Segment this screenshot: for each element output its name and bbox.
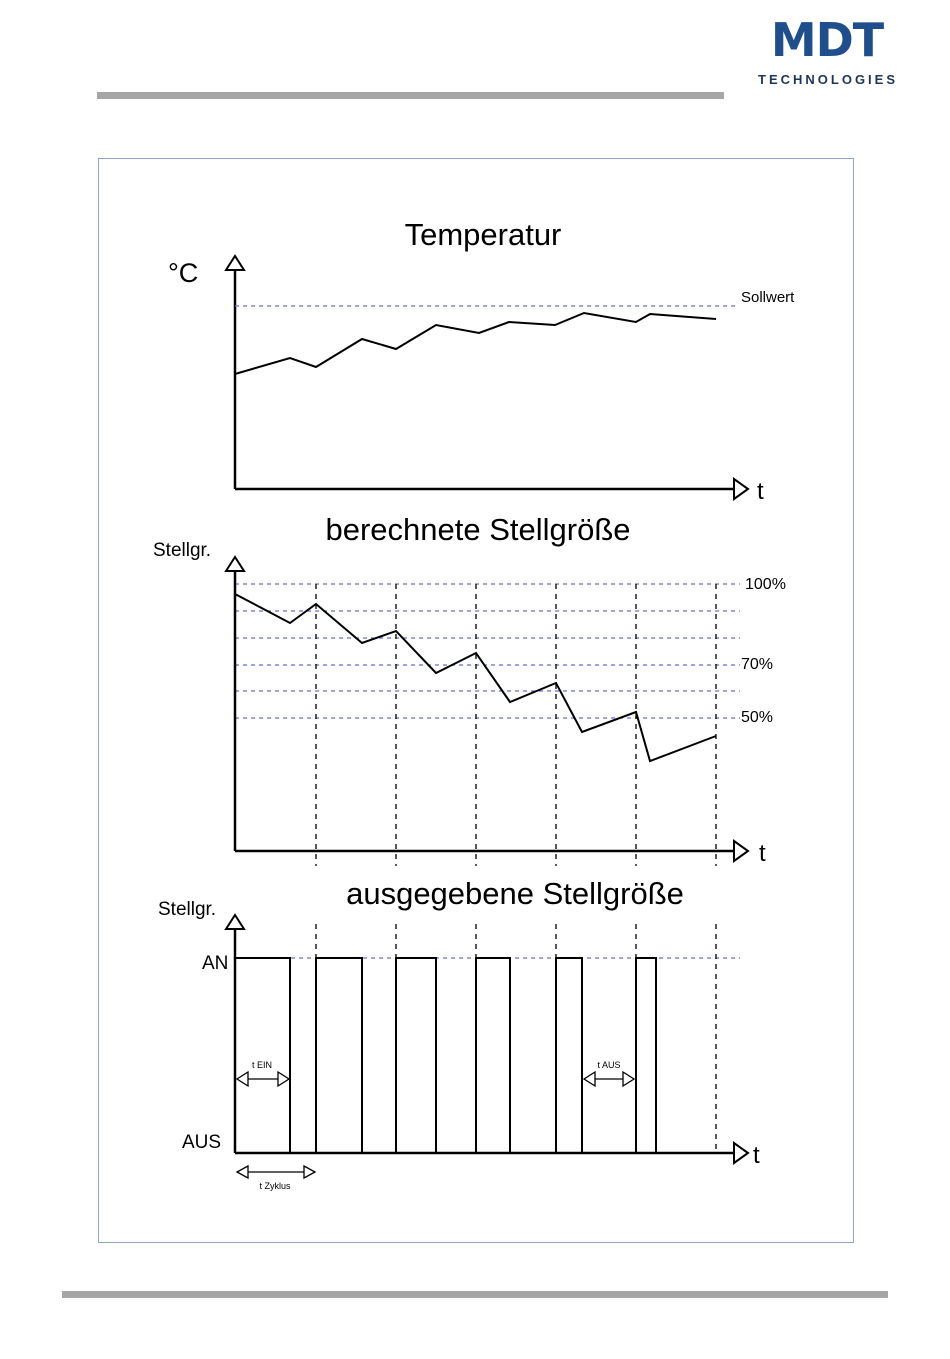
t-on-dimension — [237, 1060, 289, 1086]
on-label: AN — [202, 953, 229, 974]
logo-wordmark: MDT — [770, 13, 884, 67]
output-title: ausgegebene Stellgröße — [346, 876, 684, 911]
calculated-title: berechnete Stellgröße — [325, 512, 631, 547]
temperature-y-arrowhead — [226, 256, 244, 270]
output-y-arrowhead — [226, 915, 244, 929]
t-off-label: t AUS — [597, 1060, 621, 1070]
temperature-x-label: t — [757, 478, 764, 505]
calculated-panel — [153, 512, 786, 867]
t-on-arrowhead-left — [237, 1072, 248, 1086]
cycle-dividers — [316, 584, 716, 866]
calculated-y-arrowhead — [226, 557, 244, 571]
t-off-dimension — [584, 1060, 634, 1086]
output-y-label: Stellgr. — [158, 899, 217, 920]
temperature-x-arrowhead — [734, 479, 748, 499]
temperature-title: Temperatur — [404, 217, 562, 252]
calculated-x-label: t — [759, 840, 766, 867]
t-off-arrowhead-right — [623, 1072, 634, 1086]
level-50-label: 50% — [741, 709, 774, 726]
t-cycle-dimension — [237, 1166, 315, 1191]
calculated-x-arrowhead — [734, 841, 748, 861]
temperature-y-label: °C — [168, 258, 199, 288]
setpoint-label: Sollwert — [741, 289, 795, 306]
temperature-panel — [168, 217, 795, 505]
calculated-y-label: Stellgr. — [153, 540, 212, 561]
output-panel — [158, 876, 760, 1191]
t-on-arrowhead-right — [278, 1072, 289, 1086]
footer-rule — [62, 1291, 888, 1298]
t-cycle-arrowhead-right — [304, 1166, 315, 1178]
output-x-arrowhead — [734, 1143, 748, 1163]
output-x-label: t — [753, 1142, 760, 1169]
level-100-label: 100% — [745, 576, 786, 593]
pwm-signal — [235, 958, 656, 1153]
t-cycle-label: t Zyklus — [259, 1181, 291, 1191]
t-cycle-arrowhead-left — [237, 1166, 248, 1178]
off-label: AUS — [182, 1132, 222, 1153]
t-off-arrowhead-left — [584, 1072, 595, 1086]
level-70-label: 70% — [741, 656, 774, 673]
temperature-curve — [235, 313, 716, 374]
t-on-label: t EIN — [251, 1060, 273, 1070]
logo-subtext: TECHNOLOGIES — [758, 72, 899, 87]
